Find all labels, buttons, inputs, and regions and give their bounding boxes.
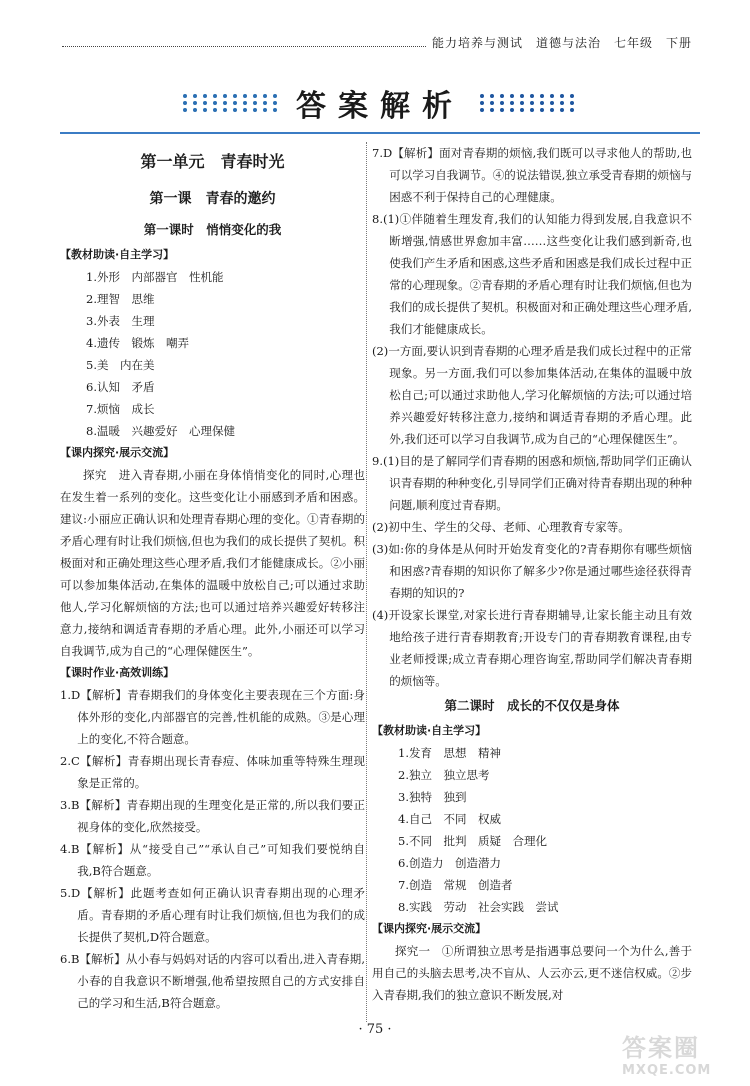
- running-header: 能力培养与测试 道德与法治 七年级 下册: [426, 34, 698, 51]
- section-label-explore: 【课内探究·展示交流】: [372, 922, 487, 935]
- answer-item: 2.理智 思维: [86, 292, 155, 306]
- answer-item: 8.实践 劳动 社会实践 尝试: [398, 900, 559, 914]
- answer-item: 7.烦恼 成长: [86, 402, 155, 416]
- answer-item: 8.温暖 兴趣爱好 心理保健: [86, 424, 235, 438]
- answer-item: 6.认知 矛盾: [86, 380, 155, 394]
- answer-item: 4.遗传 锻炼 嘲弄: [86, 336, 189, 350]
- answer-paragraph: 4.B【解析】从“接受自己”“承认自己”可知我们要悦纳自我,B符合题意。: [60, 842, 365, 878]
- answer-paragraph: 7.D【解析】面对青春期的烦恼,我们既可以寻求他人的帮助,也可以学习自我调节。④的说法错误,独立承受青春期的烦恼与困惑不利于保持自己的心理健康。: [372, 146, 692, 204]
- answer-item: 4.自己 不同 权威: [398, 812, 501, 826]
- watermark-url: MXQE.COM: [622, 1063, 712, 1078]
- explore-paragraph: 探究 进入青春期,小丽在身体悄悄变化的同时,心理也在发生着一系列的变化。这些变化让小丽感到矛盾和困惑。建议:小丽应正确认识和处理青春期心理的变化。①青春期的矛盾心理有时让我们烦恼,但也为我们的成长提供了契机。积极面对和正确处理这些心理矛盾,我们才能健康成长。②小丽可以参加集体活动,在集体的温暖中放松自己;可以通过求助他人,学习化解烦恼的方法;也可以通过培养兴趣爱好转移注意力,接纳和调适青春期的矛盾心理。此外,小丽还可以学习自我调节,成为自己的“心理保健医生”。: [60, 468, 365, 658]
- answer-paragraph: 8.(1)①伴随着生理发育,我们的认知能力得到发展,自我意识不断增强,情感世界愈加丰富……这些变化让我们感到新奇,也使我们产生矛盾和困惑,这些矛盾和困惑是我们成长过程中正常的心理现象。②青春期的矛盾心理有时让我们烦恼,但也为我们的成长提供了契机。积极面对和正确处理这些心理矛盾,我们才能健康成长。: [372, 212, 692, 336]
- watermark-logo: [622, 1028, 732, 1080]
- title-rule: [60, 132, 700, 134]
- period-heading: 第二课时 成长的不仅仅是身体: [444, 698, 620, 713]
- answer-paragraph: 9.(1)目的是了解同学们青春期的困惑和烦恼,帮助同学们正确认识青春期的种种变化,引导同学们正确对待青春期出现的种种问题,顺利度过青春期。: [372, 454, 692, 512]
- column-divider: [366, 142, 367, 1022]
- lesson-heading: 第一课 青春的邀约: [149, 191, 276, 207]
- answer-item: 3.外表 生理: [86, 314, 155, 328]
- answer-item: 1.发育 思想 精神: [398, 746, 501, 760]
- answer-item: 2.独立 独立思考: [398, 768, 490, 782]
- decorative-dots-left: [183, 94, 280, 112]
- answer-item: 3.独特 独到: [398, 790, 467, 804]
- decorative-dots-right: [480, 94, 577, 112]
- title-band: [180, 78, 580, 128]
- answer-paragraph: (3)如:你的身体是从何时开始发育变化的?青春期你有哪些烦恼和困惑?青春期的知识你了解多少?你是通过哪些途径获得青春期的知识的?: [372, 542, 692, 600]
- answer-paragraph: (4)开设家长课堂,对家长进行青春期辅导,让家长能主动且有效地给孩子进行青春期教育;开设专门的青春期教育课程,由专业老师授课;成立青春期心理咨询室,帮助同学们解决青春期的烦恼等。: [372, 608, 692, 688]
- explore-paragraph: 探究一 ①所谓独立思考是指遇事总要问一个为什么,善于用自己的头脑去思考,决不盲从、人云亦云,更不迷信权威。②步入青春期,我们的独立意识不断发展,对: [372, 944, 692, 1002]
- section-label-study: 【教材助读·自主学习】: [372, 724, 487, 737]
- answer-item: 1.外形 内部器官 性机能: [86, 270, 224, 284]
- answer-paragraph: 5.D【解析】此题考查如何正确认识青春期出现的心理矛盾。青春期的矛盾心理有时让我们烦恼,但也为我们的成长提供了契机,D符合题意。: [60, 886, 365, 944]
- answer-paragraph: (2)一方面,要认识到青春期的心理矛盾是我们成长过程中的正常现象。另一方面,我们可以参加集体活动,在集体的温暖中放松自己;可以通过求助他人,学习化解烦恼的方法;可以通过培养兴趣爱好转移注意力,接纳和调适青春期的矛盾心理。此外,我们还可以学习自我调节,成为自己的“心理保健医生”。: [372, 344, 692, 446]
- answer-paragraph: 2.C【解析】青春期出现长青春痘、体味加重等特殊生理现象是正常的。: [60, 754, 365, 790]
- page-number: · 75 ·: [358, 1022, 392, 1037]
- left-column: [60, 142, 365, 1014]
- page-title: 答案解析: [296, 89, 464, 124]
- answer-paragraph: (2)初中生、学生的父母、老师、心理教育专家等。: [372, 520, 630, 534]
- period-heading: 第一课时 悄悄变化的我: [143, 222, 282, 237]
- watermark-text: 答案圈: [622, 1034, 700, 1062]
- answer-paragraph: 1.D【解析】青春期我们的身体变化主要表现在三个方面:身体外形的变化,内部器官的完善,性机能的成熟。③是心理上的变化,不符合题意。: [60, 688, 365, 746]
- answer-item: 6.创造力 创造潜力: [398, 856, 501, 870]
- answer-item: 5.美 内在美: [86, 358, 155, 372]
- right-column: [372, 142, 692, 1006]
- answer-item: 7.创造 常规 创造者: [398, 878, 513, 892]
- answer-paragraph: 6.B【解析】从小春与妈妈对话的内容可以看出,进入青春期,小春的自我意识不断增强,他希望按照自己的方式安排自己的学习和生活,B符合题意。: [60, 952, 365, 1010]
- unit-heading: 第一单元 青春时光: [140, 152, 285, 171]
- section-label-homework: 【课时作业·高效训练】: [60, 666, 175, 679]
- section-label-study: 【教材助读·自主学习】: [60, 248, 175, 261]
- section-label-explore: 【课内探究·展示交流】: [60, 446, 175, 459]
- answer-item: 5.不同 批判 质疑 合理化: [398, 834, 547, 848]
- answer-paragraph: 3.B【解析】青春期出现的生理变化是正常的,所以我们要正视身体的变化,欣然接受。: [60, 798, 365, 834]
